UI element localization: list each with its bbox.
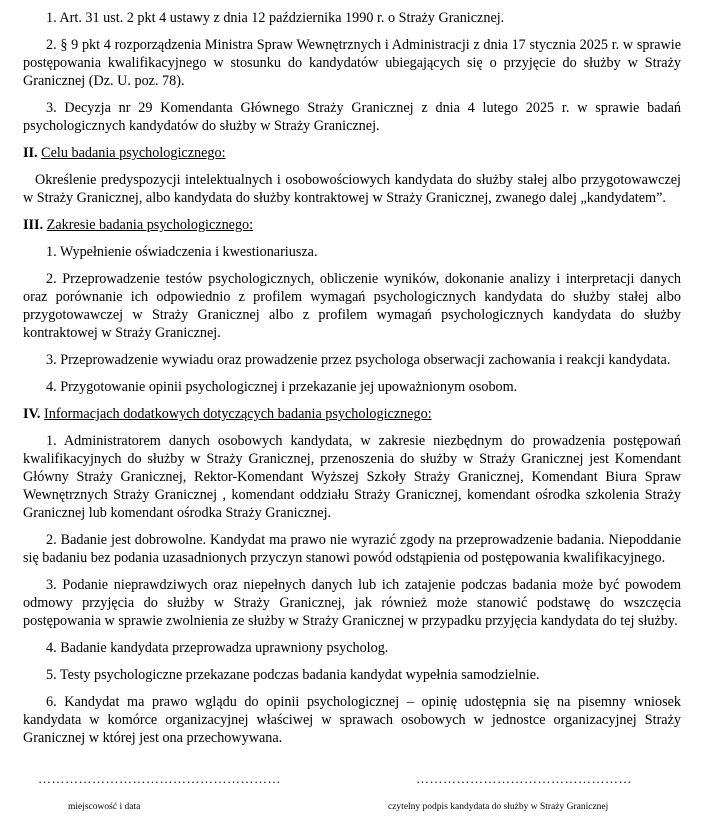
section-4-item-6: 6. Kandydat ma prawo wglądu do opinii psychologicznej – opinię udostępnia się na pisemny wniosek kandydata w komórce organizacyjnej właściwej w sprawach osobowych w jednostce organizacyjnej Straży Granicznej w której jest ona przechowywana.: [23, 694, 681, 746]
section-3-item-2: 2. Przeprowadzenie testów psychologicznych, obliczenie wyników, dokonanie analizy i interpretacji danych oraz porównanie ich odpowiednio z profilem wymagań psychologicznych kandydata do służby stałej albo przygotowawczej w Straży Granicznej albo z profilem wymagań psychologicznych kandydata do służby kontraktowej w Straży Granicznej.: [23, 271, 681, 341]
legal-basis-item-3: 3. Decyzja nr 29 Komendanta Głównego Straży Granicznej z dnia 4 lutego 2025 r. w sprawie badań psychologicznych kandydatów do służby w Straży Granicznej.: [23, 100, 681, 134]
section-3-item-3: 3. Przeprowadzenie wywiadu oraz prowadzenie przez psychologa obserwacji zachowania i reakcji kandydata.: [46, 352, 671, 368]
section-4-item-4: 4. Badanie kandydata przeprowadza uprawniony psycholog.: [46, 640, 389, 656]
place-date-block: [38, 770, 288, 816]
place-date-caption: miejscowość i data: [68, 802, 141, 812]
section-2-title: Celu badania psychologicznego:: [41, 145, 226, 161]
section-3-item-1: 1. Wypełnienie oświadczenia i kwestionariusza.: [46, 244, 318, 260]
document-body: [23, 9, 681, 756]
signature-line[interactable]: …………………………………………: [416, 771, 632, 786]
section-4-item-2: 2. Badanie jest dobrowolne. Kandydat ma prawo nie wyrazić zgody na przeprowadzenie badania. Niepoddanie się badaniu bez podania uzasadnionych przyczyn stanowi powód odstąpienia od postępowania kwalifikacyjnego.: [23, 532, 681, 566]
place-date-line[interactable]: ………………………………………………: [38, 771, 281, 786]
section-4-item-5: 5. Testy psychologiczne przekazane podczas badania kandydat wypełnia samodzielnie.: [46, 667, 540, 683]
section-3-title: Zakresie badania psychologicznego:: [46, 217, 254, 233]
section-3-number: III.: [23, 217, 44, 233]
legal-basis-item-1: 1. Art. 31 ust. 2 pkt 4 ustawy z dnia 12 października 1990 r. o Straży Granicznej.: [46, 10, 505, 26]
section-2-heading: [23, 144, 681, 162]
section-3-heading: [23, 216, 681, 234]
signature-block: [388, 770, 688, 816]
section-4-item-3: 3. Podanie nieprawdziwych oraz niepełnych danych lub ich zatajenie podczas badania może być powodem odmowy przyjęcia do służby w Straży Granicznej, jak również może stanowić podstawę do wszczęcia postępowania w sprawie zwolnienia ze służby w Straży Granicznej w przypadku przyjęcia kandydata do tej służby.: [23, 577, 681, 629]
signature-caption: czytelny podpis kandydata do służby w Straży Granicznej: [388, 802, 609, 812]
section-3-item-4: 4. Przygotowanie opinii psychologicznej i przekazanie jej upoważnionym osobom.: [46, 379, 518, 395]
section-4-item-1: 1. Administratorem danych osobowych kandydata, w zakresie niezbędnym do prowadzenia postępowań kwalifikacyjnych do służby w Straży Granicznej, przenoszenia do służby w Straży Granicznej jest Komendant Główny Straży Granicznej, Rektor-Komendant Wyższej Szkoły Straży Granicznej, Komendant Biura Spraw Wewnętrznych Straży Granicznej , komendant oddziału Straży Granicznej, komendant ośrodka szkolenia Straży Granicznej lub komendant ośrodka Straży Granicznej.: [23, 433, 681, 521]
section-4-number: IV.: [23, 406, 41, 422]
legal-basis-item-2: 2. § 9 pkt 4 rozporządzenia Ministra Spraw Wewnętrznych i Administracji z dnia 17 stycznia 2025 r. w sprawie postępowania kwalifikacyjnego w stosunku do kandydatów ubiegających się o przyjęcie do służby w Straży Granicznej (Dz. U. poz. 78).: [23, 37, 681, 89]
section-4-heading: [23, 405, 681, 423]
section-2-number: II.: [23, 145, 38, 161]
section-2-text: Określenie predyspozycji intelektualnych i osobowościowych kandydata do służby stałej albo przygotowawczej w Straży Granicznej, albo kandydata do służby kontraktowej w Straży Granicznej, zwanego dalej „kandydatem”.: [23, 172, 681, 206]
section-4-title: Informacjach dodatkowych dotyczących badania psychologicznego:: [44, 406, 432, 422]
